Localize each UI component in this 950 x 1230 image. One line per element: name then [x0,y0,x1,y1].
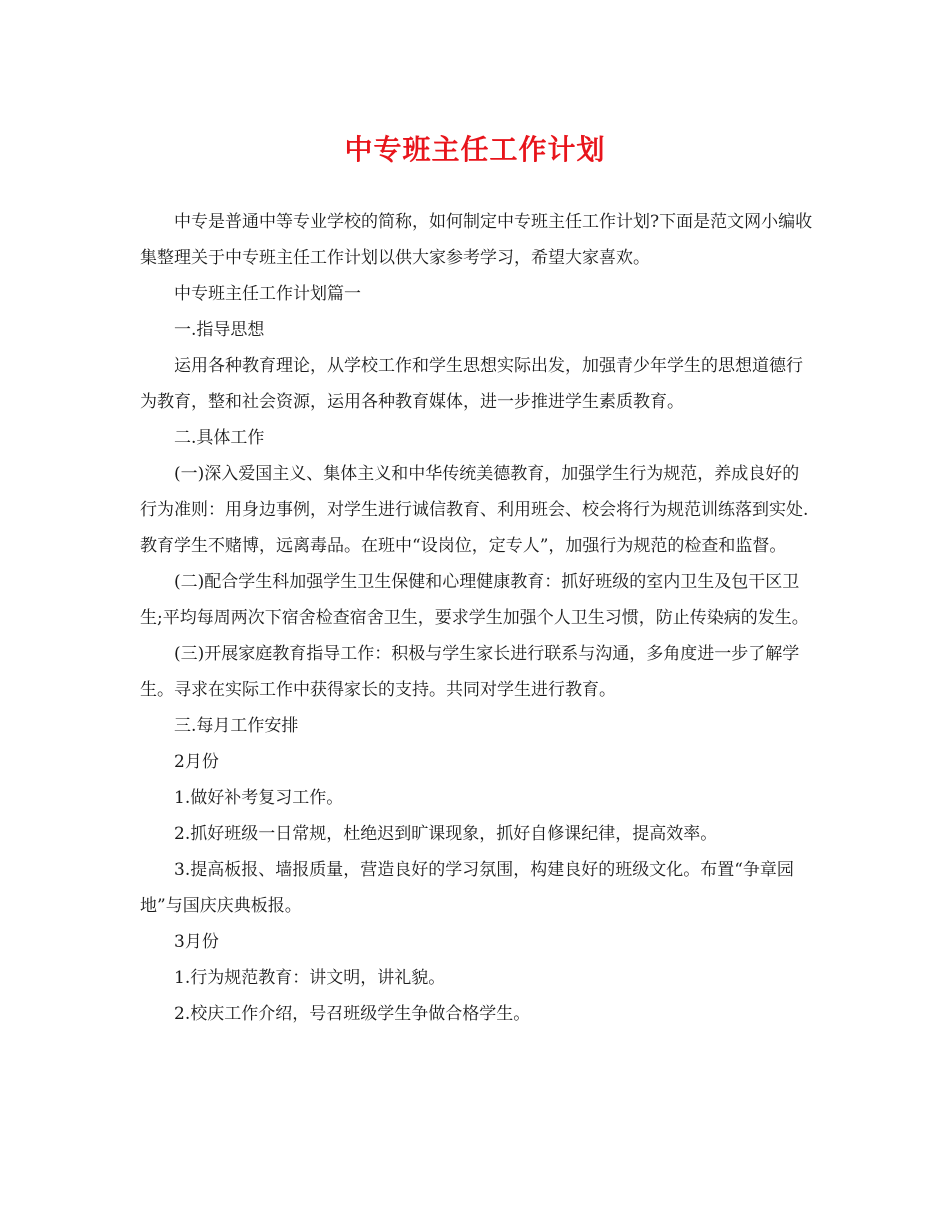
paragraph-intro: 中专是普通中等专业学校的简称，如何制定中专班主任工作计划?下面是范文网小编收集整理关于中专班主任工作计划以供大家参考学习，希望大家喜欢。 [140,212,813,268]
list-item-feb-2: 2.抓好班级一日常规，杜绝迟到旷课现象，抓好自修课纪律，提高效率。 [174,824,718,844]
paragraph-guiding-thought: 运用各种教育理论，从学校工作和学生思想实际出发，加强青少年学生的思想道德行为教育，整和社会资源，运用各种教育媒体，进一步推进学生素质教育。 [140,356,803,412]
month-heading-march: 3月份 [174,932,219,952]
paragraph-part-one-heading: 中专班主任工作计划篇一 [174,284,361,304]
list-item-feb-1: 1.做好补考复习工作。 [174,788,344,808]
list-item-mar-1: 1.行为规范教育：讲文明，讲礼貌。 [174,968,446,988]
month-heading-february: 2月份 [174,752,219,772]
paragraph-work-item-3: (三)开展家庭教育指导工作：积极与学生家长进行联系与沟通，多角度进一步了解学生。寻求在实际工作中获得家长的支持。共同对学生进行教育。 [140,644,800,700]
list-item-feb-3: 3.提高板报、墙报质量，营造良好的学习氛围，构建良好的班级文化。布置“争章园地”与国庆庆典板报。 [140,860,794,916]
document-title: 中专班主任工作计划 [344,133,606,166]
document-body [140,204,814,1032]
paragraph-work-item-1: (一)深入爱国主义、集体主义和中华传统美德教育，加强学生行为规范，养成良好的行为准则：用身边事例，对学生进行诚信教育、利用班会、校会将行为规范训练落到实处.教育学生不赌博，远离毒品。在班中“设岗位，定专人”，加强行为规范的检查和监督。 [140,464,809,556]
section-heading-specific-work: 二.具体工作 [174,428,265,448]
section-heading-monthly-plan: 三.每月工作安排 [174,716,299,736]
section-heading-guiding-thought: 一.指导思想 [174,320,265,340]
paragraph-work-item-2: (二)配合学生科加强学生卫生保健和心理健康教育：抓好班级的室内卫生及包干区卫生;平均每周两次下宿舍检查宿舍卫生，要求学生加强个人卫生习惯，防止传染病的发生。 [140,572,809,628]
list-item-mar-2: 2.校庆工作介绍，号召班级学生争做合格学生。 [174,1004,531,1024]
